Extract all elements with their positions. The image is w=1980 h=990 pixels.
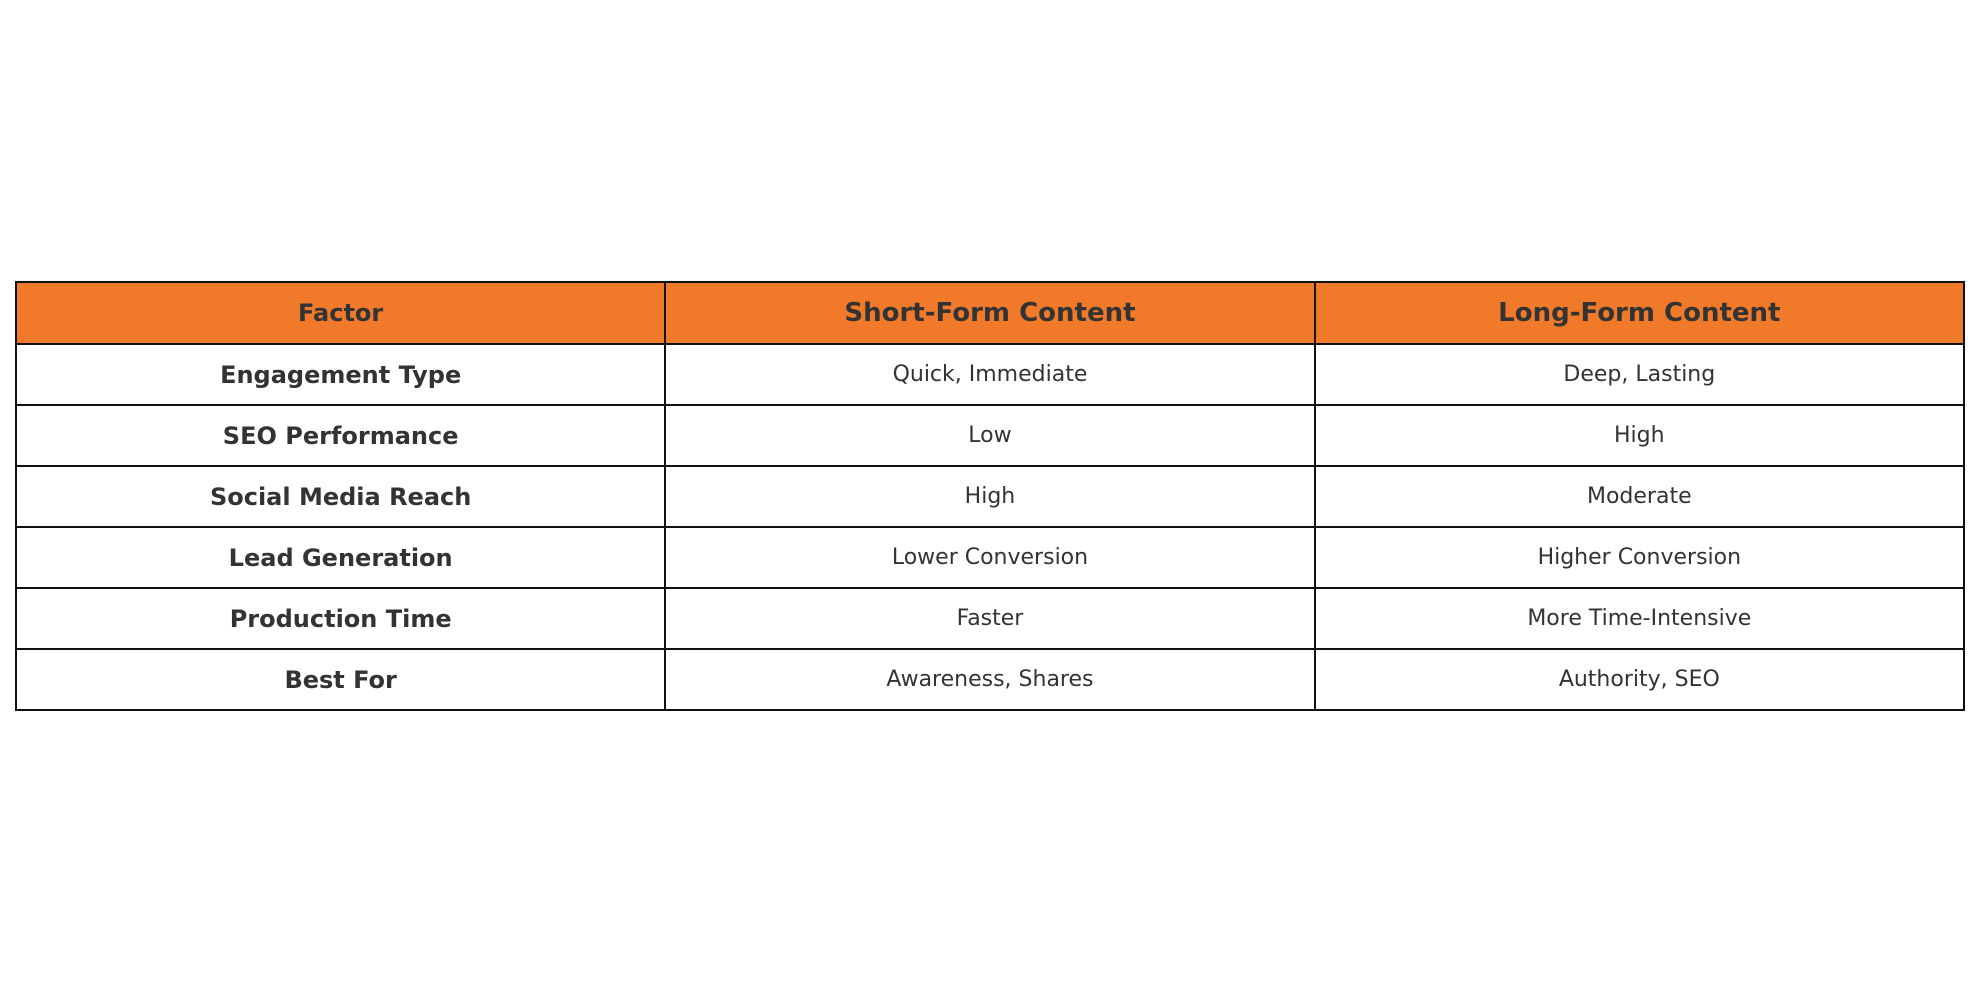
table-cell: Awareness, Shares [665, 649, 1314, 710]
header-row [16, 282, 1964, 344]
row-label: SEO Performance [16, 405, 665, 466]
table-cell: Faster [665, 588, 1314, 649]
table-cell: Lower Conversion [665, 527, 1314, 588]
table-cell: Quick, Immediate [665, 344, 1314, 405]
column-header: Long-Form Content [1315, 282, 1964, 344]
table-row [16, 588, 1964, 649]
table-row [16, 405, 1964, 466]
row-label: Social Media Reach [16, 466, 665, 527]
table-row [16, 649, 1964, 710]
table-row [16, 466, 1964, 527]
column-header: Short-Form Content [665, 282, 1314, 344]
table-cell: More Time-Intensive [1315, 588, 1964, 649]
table-body [16, 344, 1964, 710]
table-header [16, 282, 1964, 344]
comparison-table [15, 281, 1965, 711]
table-cell: High [1315, 405, 1964, 466]
table-cell: Authority, SEO [1315, 649, 1964, 710]
table-cell: Low [665, 405, 1314, 466]
table-cell: High [665, 466, 1314, 527]
table-cell: Moderate [1315, 466, 1964, 527]
table-row [16, 527, 1964, 588]
row-label: Lead Generation [16, 527, 665, 588]
table-row [16, 344, 1964, 405]
table-cell: Higher Conversion [1315, 527, 1964, 588]
row-label: Production Time [16, 588, 665, 649]
row-label: Best For [16, 649, 665, 710]
table-cell: Deep, Lasting [1315, 344, 1964, 405]
row-label: Engagement Type [16, 344, 665, 405]
column-header: Factor [16, 282, 665, 344]
